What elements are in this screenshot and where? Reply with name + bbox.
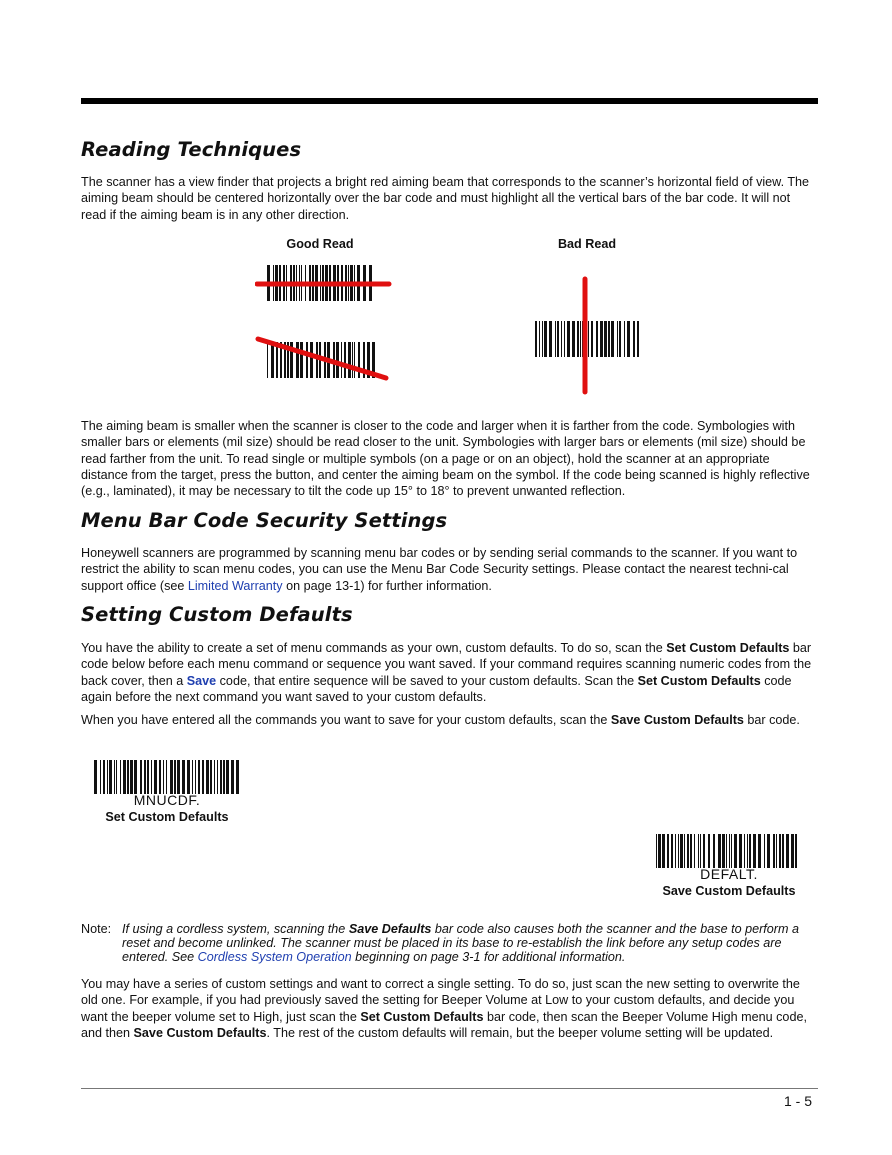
paragraph-aiming-beam: The aiming beam is smaller when the scanner is closer to the code and larger when it is farther from the code. Symbologies with smaller bars or elements (mil size) should be read closer to the unit. Symbologies with larger bars or elements (mil size) should be read farther from the unit. To read single or multiple symbols (on a page or on an object), hold the scanner at an appropriate distance from the target, press the button, and center the aiming beam on the symbol. If the code being scanned is highly reflective (e.g., laminated), it may be necessary to tilt the code up 15° to 18° to prevent unwanted reflection. xyxy=(81,419,810,499)
barcode-bar xyxy=(539,321,540,357)
barcode-bar xyxy=(192,760,193,794)
save-custom-defaults-barcode[interactable] xyxy=(654,834,804,868)
heading-menu-security: Menu Bar Code Security Settings xyxy=(81,509,448,532)
barcode-bar xyxy=(544,321,547,357)
barcode-bar xyxy=(671,834,673,868)
paragraph-reading-intro: The scanner has a view finder that projects a bright red aiming beam that corresponds to the scanner’s horizontal field of view. The aiming beam should be centered horizontally over the bar code and must highlight all the vertical bars of the bar code. It will not read if the aiming beam is in any other direction. xyxy=(81,175,810,222)
barcode-bar xyxy=(144,760,146,794)
barcode-bar xyxy=(749,834,751,868)
barcode-bar xyxy=(555,321,556,357)
barcode-bar xyxy=(100,760,101,794)
barcode-bar xyxy=(306,342,308,378)
barcode-bar xyxy=(130,760,133,794)
barcode-bar xyxy=(680,834,683,868)
barcode-bar xyxy=(698,834,699,868)
barcode-bar xyxy=(795,834,797,868)
page-number: 1 - 5 xyxy=(783,1093,812,1109)
barcode-bar xyxy=(678,834,679,868)
barcode-bar xyxy=(604,321,607,357)
barcode-bar xyxy=(564,321,565,357)
barcode-bar xyxy=(109,760,112,794)
barcode-bar xyxy=(198,760,200,794)
barcode-bar xyxy=(151,760,152,794)
barcode-bar xyxy=(310,342,313,378)
barcode-bar xyxy=(739,834,742,868)
barcode-bar xyxy=(747,834,748,868)
note-cordless: Note: If using a cordless system, scanning the Save Defaults bar code also causes both the scanner and the base to perform a reset and become unlinked. The scanner must be placed in its base to re-establish the link before any setup codes are entered. See Cordless System Operation beginning on page 3-1 for additional information. xyxy=(81,922,799,964)
barcode-bar xyxy=(296,342,299,378)
barcode-bar xyxy=(591,321,593,357)
barcode-bar xyxy=(588,321,589,357)
barcode-bar xyxy=(123,760,126,794)
barcode-bar xyxy=(690,834,692,868)
barcode-bar xyxy=(120,760,121,794)
set-custom-defaults-barcode[interactable] xyxy=(92,760,242,794)
barcode-bar xyxy=(753,834,756,868)
barcode-bar xyxy=(134,760,137,794)
barcode-bar xyxy=(744,834,745,868)
barcode-bar xyxy=(202,760,204,794)
barcode-bar xyxy=(758,834,761,868)
heading-custom-defaults: Setting Custom Defaults xyxy=(81,603,353,626)
barcode-bar xyxy=(300,342,303,378)
barcode-bar xyxy=(206,760,209,794)
set-custom-defaults-caption: Set Custom Defaults xyxy=(105,810,229,824)
save-custom-defaults-barcode-text: DEFALT. xyxy=(700,866,758,882)
bottom-rule xyxy=(81,1088,818,1089)
barcode-bar xyxy=(713,834,715,868)
note-label: Note: xyxy=(81,922,112,936)
barcode-bar xyxy=(580,321,581,357)
barcode-bar xyxy=(700,834,701,868)
barcode-bar xyxy=(633,321,635,357)
barcode-bar xyxy=(734,834,737,868)
barcode-bar xyxy=(231,760,234,794)
barcode-bar xyxy=(764,834,765,868)
barcode-bar xyxy=(166,760,167,794)
save-custom-defaults-caption: Save Custom Defaults xyxy=(662,884,796,898)
barcode-bar xyxy=(718,834,721,868)
paragraph-menu-security: Honeywell scanners are programmed by scanning menu bar codes or by sending serial commands to the scanner. If you want to restrict the ability to scan menu codes, you can use the Menu Bar Code Security settings. Please contact the nearest techni-cal support office (see Limited Warranty on page 13-1) for further information. xyxy=(81,546,798,593)
save-link[interactable]: Save xyxy=(186,673,217,688)
barcode-bar xyxy=(114,760,115,794)
barcode-bar xyxy=(694,834,695,868)
barcode-bar xyxy=(658,834,661,868)
barcode-bar xyxy=(348,342,351,378)
barcode-bar xyxy=(177,760,180,794)
barcode-bar xyxy=(549,321,552,357)
barcode-bar xyxy=(154,760,157,794)
barcode-bar xyxy=(170,760,173,794)
barcode-bar xyxy=(561,321,562,357)
barcode-bar xyxy=(684,834,685,868)
good-read-illustration xyxy=(255,262,393,382)
barcode-bar xyxy=(140,760,142,794)
barcode-bar xyxy=(617,321,618,357)
bad-read-label: Bad Read xyxy=(557,237,617,251)
barcode-bar xyxy=(336,342,339,378)
barcode-bar xyxy=(535,321,537,357)
barcode-bar xyxy=(159,760,161,794)
barcode-bar xyxy=(782,834,784,868)
set-custom-defaults-barcode-text: MNUCDF. xyxy=(133,792,201,808)
barcode-bar xyxy=(94,760,97,794)
barcode-bar xyxy=(352,342,353,378)
barcode-bar xyxy=(779,834,781,868)
barcode-bar xyxy=(577,321,579,357)
limited-warranty-link[interactable]: Limited Warranty xyxy=(187,578,283,593)
barcode-bar xyxy=(703,834,705,868)
barcode-bar xyxy=(220,760,222,794)
cordless-system-operation-link[interactable]: Cordless System Operation xyxy=(197,950,352,964)
barcode-bar xyxy=(667,834,669,868)
barcode-bar xyxy=(776,834,777,868)
barcode-bar xyxy=(662,834,665,868)
barcode-bar xyxy=(182,760,185,794)
barcode-bar xyxy=(637,321,639,357)
barcode-bar xyxy=(217,760,218,794)
barcode-bar xyxy=(341,342,342,378)
barcode-bar xyxy=(675,834,676,868)
bad-read-illustration xyxy=(530,274,645,396)
barcode-bar xyxy=(791,834,794,868)
barcode-bar xyxy=(187,760,190,794)
barcode-bar xyxy=(708,834,710,868)
barcode-bar xyxy=(354,342,355,378)
barcode-bar xyxy=(624,321,625,357)
barcode-bar xyxy=(731,834,732,868)
barcode-bar xyxy=(210,760,212,794)
barcode-bar xyxy=(773,834,775,868)
barcode-bar xyxy=(107,760,108,794)
paragraph-custom-defaults-2: When you have entered all the commands you want to save for your custom defaults, scan the Save Custom Defaults bar code. xyxy=(81,713,800,727)
barcode-bar xyxy=(127,760,129,794)
top-rule xyxy=(81,98,818,104)
barcode-bar xyxy=(729,834,730,868)
barcode-bar xyxy=(600,321,603,357)
barcode-bar xyxy=(163,760,164,794)
heading-reading-techniques: Reading Techniques xyxy=(81,138,302,161)
barcode-bar xyxy=(767,834,770,868)
good-read-label: Good Read xyxy=(286,237,354,251)
barcode-bar xyxy=(619,321,621,357)
paragraph-custom-defaults-3: You may have a series of custom settings and want to correct a single setting. To do so, just scan the new setting to overwrite the old one. For example, if you had previously saved the setting for Beeper Volume at Low to your custom defaults, and decide you want the beeper volume set to High, just scan the Set Custom Defaults bar code, then scan the Beeper Volume High menu code, and then Save Custom Defaults. The rest of the custom defaults will remain, but the beeper volume setting will be updated. xyxy=(81,977,807,1040)
barcode-bar xyxy=(116,760,117,794)
barcode-bar xyxy=(596,321,598,357)
barcode-bar xyxy=(226,760,229,794)
barcode-bar xyxy=(687,834,689,868)
barcode-bar xyxy=(656,834,657,868)
barcode-bar xyxy=(223,760,225,794)
barcode-bar xyxy=(103,760,105,794)
barcode-bar xyxy=(236,760,239,794)
barcode-bar xyxy=(344,342,346,378)
barcode-bar xyxy=(195,760,196,794)
barcode-bar xyxy=(786,834,789,868)
barcode-bar xyxy=(271,342,274,378)
barcode-bar xyxy=(567,321,570,357)
barcode-bar xyxy=(627,321,630,357)
barcode-bar xyxy=(608,321,610,357)
barcode-bar xyxy=(174,760,176,794)
barcode-bar xyxy=(316,342,318,378)
barcode-bar xyxy=(542,321,543,357)
paragraph-custom-defaults-1: You have the ability to create a set of menu commands as your own, custom defaults. To do so, scan the Set Custom Defaults bar code below before each menu command or sequence you want saved. If your command requires scanning numeric codes from the back cover, then a Save code, that entire sequence will be saved to your custom defaults. Scan the Set Custom Defaults code again before the next command you want saved to your custom defaults. xyxy=(81,641,812,704)
barcode-bar xyxy=(214,760,215,794)
barcode-bar xyxy=(722,834,725,868)
barcode-bar xyxy=(611,321,614,357)
barcode-bar xyxy=(572,321,575,357)
barcode-bar xyxy=(726,834,727,868)
barcode-bar xyxy=(267,342,268,378)
barcode-bar xyxy=(557,321,559,357)
barcode-bar xyxy=(147,760,149,794)
